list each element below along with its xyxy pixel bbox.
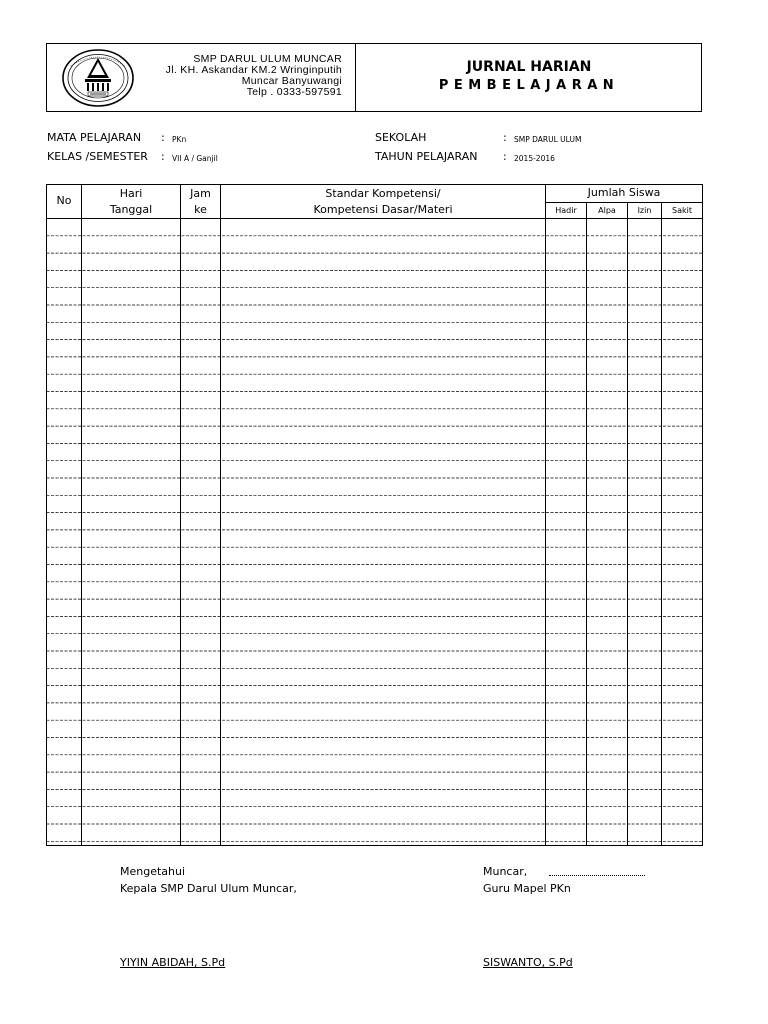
col-day-header: Hari bbox=[119, 187, 143, 200]
headmaster-name: YIYIN ABIDAH, S.Pd bbox=[120, 956, 226, 969]
col-no-header: No bbox=[56, 194, 72, 207]
subject-label: MATA PELAJARAN bbox=[47, 131, 142, 144]
year-value: 2015-2016 bbox=[514, 154, 555, 163]
school-colon: : bbox=[503, 131, 507, 144]
class-value: VII A / Ganjil bbox=[172, 154, 218, 163]
table-grid bbox=[47, 185, 703, 846]
class-colon: : bbox=[161, 150, 165, 163]
journal-subtitle: PEMBELAJARAN bbox=[438, 78, 620, 93]
col-izin-header: Izin bbox=[637, 206, 652, 215]
col-sakit-header: Sakit bbox=[672, 206, 692, 215]
subject-value: PKn bbox=[172, 135, 187, 144]
col-date-header: Tanggal bbox=[109, 203, 153, 216]
school-address: Jl. KH. Askandar KM.2 Wringinputih bbox=[165, 64, 342, 76]
school-label: SEKOLAH bbox=[375, 131, 427, 144]
col-kd-header: Kompetensi Dasar/Materi bbox=[313, 203, 453, 216]
teacher-title: Guru Mapel PKn bbox=[483, 882, 571, 895]
year-colon: : bbox=[503, 150, 507, 163]
col-sk-header: Standar Kompetensi/ bbox=[325, 187, 441, 200]
col-ke-header: ke bbox=[194, 203, 207, 216]
col-hadir-header: Hadir bbox=[555, 206, 577, 215]
headmaster-title: Kepala SMP Darul Ulum Muncar, bbox=[120, 882, 297, 895]
school-value: SMP DARUL ULUM bbox=[514, 135, 582, 144]
teacher-name: SISWANTO, S.Pd bbox=[483, 956, 573, 969]
year-label: TAHUN PELAJARAN bbox=[375, 150, 478, 163]
col-jam-header: Jam bbox=[190, 187, 211, 200]
journal-table bbox=[46, 184, 703, 846]
journal-title: JURNAL HARIAN bbox=[466, 59, 592, 75]
subject-colon: : bbox=[161, 131, 165, 144]
col-alpa-header: Alpa bbox=[598, 206, 616, 215]
place-date-label: Muncar, bbox=[483, 865, 528, 878]
school-logo-icon bbox=[61, 48, 135, 108]
school-city: Muncar Banyuwangi bbox=[241, 75, 342, 87]
date-blank bbox=[549, 875, 645, 876]
col-jumlah-header: Jumlah Siswa bbox=[587, 186, 661, 199]
school-name: SMP DARUL ULUM MUNCAR bbox=[193, 53, 342, 65]
school-phone: Telp . 0333-597591 bbox=[246, 86, 342, 98]
class-label: KELAS /SEMESTER bbox=[47, 150, 148, 163]
acknowledge-label: Mengetahui bbox=[120, 865, 186, 878]
table-border bbox=[47, 185, 703, 846]
